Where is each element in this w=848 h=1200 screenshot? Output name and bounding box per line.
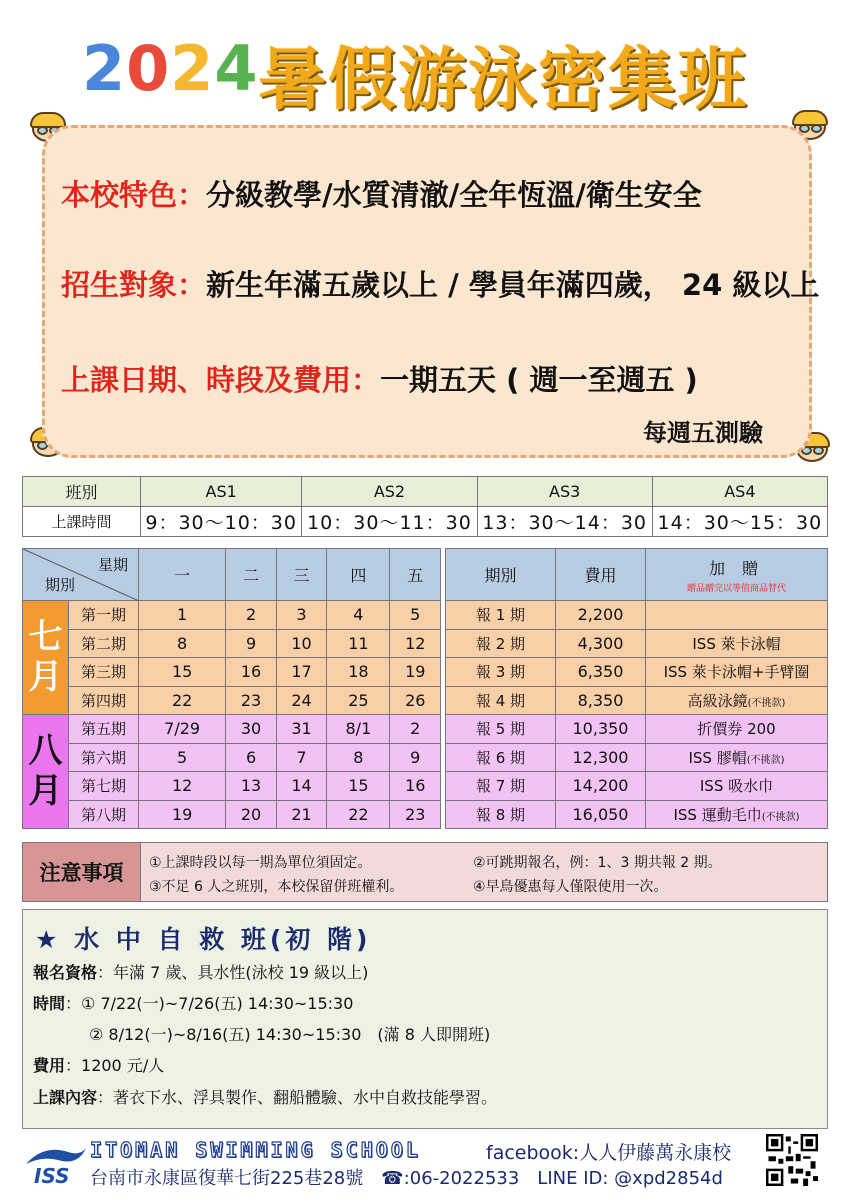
rescue-fee-value: ：1200 元/人 — [65, 1056, 165, 1075]
date-cell: 22 — [327, 800, 390, 829]
fee-period: 報 1 期 — [446, 601, 556, 630]
fee-row — [33, 1053, 164, 1076]
schedule-label: 上課日期、時段及費用： — [61, 363, 381, 397]
fee-amount: 8,350 — [556, 686, 646, 715]
content-row — [33, 1085, 497, 1108]
period-label: 第二期 — [69, 629, 139, 658]
date-cell: 16 — [226, 658, 276, 687]
period-label: 第七期 — [69, 772, 139, 801]
period-schedule-table — [22, 548, 441, 829]
time-label: 時間 — [33, 994, 66, 1013]
gift-cell — [646, 686, 828, 715]
schedule-line — [61, 358, 698, 399]
fee-period: 報 5 期 — [446, 715, 556, 744]
date-cell: 8 — [139, 629, 226, 658]
period-corner-label: 期別 — [45, 576, 76, 594]
date-cell: 5 — [390, 601, 441, 630]
fee-period: 報 7 期 — [446, 772, 556, 801]
weekday-header: 四 — [327, 549, 390, 601]
date-cell: 24 — [276, 686, 326, 715]
class-time: 9：30～10：30 — [141, 507, 302, 537]
fee-amount: 12,300 — [556, 743, 646, 772]
month-label-july: 七 月 — [23, 601, 69, 715]
date-cell: 3 — [276, 601, 326, 630]
gift-item: 高級泳鏡 — [687, 691, 748, 710]
date-cell: 20 — [226, 800, 276, 829]
date-cell: 21 — [276, 800, 326, 829]
school-info-box — [42, 125, 820, 458]
date-cell: 30 — [226, 715, 276, 744]
weekday-corner-label: 星期 — [97, 556, 128, 574]
date-cell: 31 — [276, 715, 326, 744]
fee-amount: 6,350 — [556, 658, 646, 687]
gift-header — [646, 549, 828, 601]
year-digit: 0 — [126, 32, 171, 105]
date-cell: 12 — [390, 629, 441, 658]
year-digit: 2 — [170, 32, 215, 105]
date-cell: 2 — [226, 601, 276, 630]
date-cell: 18 — [327, 658, 390, 687]
footer — [0, 1132, 848, 1200]
date-cell: 15 — [327, 772, 390, 801]
fee-period-header: 期別 — [446, 549, 556, 601]
period-label: 第六期 — [69, 743, 139, 772]
notes-box — [22, 842, 828, 902]
date-cell: 19 — [390, 658, 441, 687]
date-cell: 17 — [276, 658, 326, 687]
contact-info: 台南市永康區復華七街225巷28號 ☎:06-2022533 LINE ID: @xpd2854d — [90, 1168, 723, 1189]
gift-header-label: 加 贈 — [708, 558, 765, 578]
time-row-2 — [89, 1022, 490, 1045]
date-cell: 25 — [327, 686, 390, 715]
year-text — [82, 32, 259, 105]
date-cell: 5 — [139, 743, 226, 772]
qr-code-icon[interactable] — [766, 1134, 818, 1186]
date-cell: 9 — [226, 629, 276, 658]
class-name: AS2 — [302, 477, 477, 507]
fee-table — [445, 548, 828, 829]
fee-amount: 4,300 — [556, 629, 646, 658]
eligibility-label: 報名資格 — [33, 963, 98, 982]
fee-amount: 14,200 — [556, 772, 646, 801]
rescue-title: ★ 水 中 自 救 班(初 階) — [35, 925, 372, 954]
date-cell: 6 — [226, 743, 276, 772]
rescue-fee-label: 費用 — [33, 1056, 66, 1075]
gift-cell — [646, 601, 828, 630]
gift-item-note: (不挑款) — [761, 811, 800, 823]
gift-item-note: (不挑款) — [747, 697, 786, 709]
schedule-corner-header — [23, 549, 139, 601]
weekday-header: 五 — [390, 549, 441, 601]
year-digit: 2 — [82, 32, 127, 105]
period-label: 第八期 — [69, 800, 139, 829]
class-time: 13：30～14：30 — [477, 507, 652, 537]
date-cell: 12 — [139, 772, 226, 801]
target-label: 招生對象： — [61, 268, 207, 302]
fee-amount: 2,200 — [556, 601, 646, 630]
time-value-1: ：① 7/22(一)~7/26(五) 14:30~15:30 — [65, 994, 354, 1013]
date-cell: 8/1 — [327, 715, 390, 744]
fee-period: 報 8 期 — [446, 800, 556, 829]
date-cell: 4 — [327, 601, 390, 630]
logo-text: ISS — [34, 1164, 70, 1188]
weekday-header: 二 — [226, 549, 276, 601]
gift-item: ISS 萊卡泳帽+手臂圈 — [663, 663, 810, 682]
class-name: AS3 — [477, 477, 652, 507]
school-logo-icon — [24, 1142, 88, 1188]
fee-period: 報 4 期 — [446, 686, 556, 715]
note-item: ①上課時段以每一期為單位須固定。 — [149, 855, 372, 871]
gift-item-note: (不挑款) — [746, 754, 785, 766]
fee-header: 費用 — [556, 549, 646, 601]
period-label: 第四期 — [69, 686, 139, 715]
time-value-2: ② 8/12(一)~8/16(五) 14:30~15:30 (滿 8 人即開班) — [89, 1025, 491, 1044]
class-time-table — [22, 476, 828, 537]
date-cell: 19 — [139, 800, 226, 829]
date-cell: 7/29 — [139, 715, 226, 744]
year-digit: 4 — [214, 32, 259, 105]
feature-label: 本校特色： — [61, 178, 207, 212]
class-name: AS4 — [652, 477, 827, 507]
fee-period: 報 3 期 — [446, 658, 556, 687]
eligibility-row — [33, 960, 368, 983]
date-cell: 11 — [327, 629, 390, 658]
feature-value: 分級教學/水質清澈/全年恆溫/衛生安全 — [206, 178, 702, 212]
class-time: 10：30～11：30 — [302, 507, 477, 537]
date-cell: 26 — [390, 686, 441, 715]
gift-cell — [646, 800, 828, 829]
date-cell: 22 — [139, 686, 226, 715]
gift-item: ISS 吸水巾 — [699, 777, 774, 796]
gift-cell — [646, 629, 828, 658]
gift-cell — [646, 715, 828, 744]
period-label: 第一期 — [69, 601, 139, 630]
poster-title — [0, 18, 848, 118]
gift-item: ISS 膠帽 — [688, 748, 747, 767]
date-cell: 7 — [276, 743, 326, 772]
fee-amount: 16,050 — [556, 800, 646, 829]
target-value: 新生年滿五歲以上 / 學員年滿四歲， 24 級以上 — [206, 268, 820, 302]
notes-label: 注意事項 — [23, 843, 141, 901]
class-name: AS1 — [141, 477, 302, 507]
class-header-label: 班別 — [23, 477, 141, 507]
date-cell: 8 — [327, 743, 390, 772]
date-cell: 14 — [276, 772, 326, 801]
gift-item: ISS 萊卡泳帽 — [692, 634, 781, 653]
fee-amount: 10,350 — [556, 715, 646, 744]
school-name: ITOMAN SWIMMING SCHOOL — [90, 1138, 421, 1162]
date-cell: 13 — [226, 772, 276, 801]
feature-line — [61, 173, 702, 214]
date-cell: 10 — [276, 629, 326, 658]
gift-cell — [646, 743, 828, 772]
content-value: ：著衣下水、浮具製作、翻船體驗、水中自救技能學習。 — [97, 1088, 498, 1107]
date-cell: 16 — [390, 772, 441, 801]
schedule-value: 一期五天 ( 週一至週五 ) — [380, 363, 698, 397]
date-cell: 15 — [139, 658, 226, 687]
note-item: ③不足 6 人之班別，本校保留併班權利。 — [149, 879, 404, 895]
date-cell: 1 — [139, 601, 226, 630]
time-row — [33, 991, 353, 1014]
fee-period: 報 6 期 — [446, 743, 556, 772]
fee-period: 報 2 期 — [446, 629, 556, 658]
class-time: 14：30～15：30 — [652, 507, 827, 537]
target-line — [61, 263, 819, 304]
gift-note: 贈品贈完以等值商品替代 — [686, 583, 786, 594]
gift-cell — [646, 772, 828, 801]
period-label: 第五期 — [69, 715, 139, 744]
weekly-test-note: 每週五測驗 — [643, 419, 763, 447]
gift-item: 折價券 200 — [697, 720, 776, 739]
time-header-label: 上課時間 — [23, 507, 141, 537]
self-rescue-class-box — [22, 909, 828, 1129]
gift-cell — [646, 658, 828, 687]
note-item: ④早鳥優惠每人僅限使用一次。 — [473, 879, 668, 895]
period-label: 第三期 — [69, 658, 139, 687]
facebook-link[interactable]: facebook:人人伊藤萬永康校 — [486, 1142, 732, 1164]
date-cell: 23 — [226, 686, 276, 715]
date-cell: 23 — [390, 800, 441, 829]
date-cell: 2 — [390, 715, 441, 744]
main-title: 暑假游泳密集班 — [258, 41, 749, 120]
note-item: ②可跳期報名，例：1、3 期共報 2 期。 — [473, 855, 722, 871]
weekday-header: 三 — [276, 549, 326, 601]
date-cell: 9 — [390, 743, 441, 772]
weekday-header: 一 — [139, 549, 226, 601]
content-label: 上課內容 — [33, 1088, 98, 1107]
gift-item: ISS 運動毛巾 — [673, 805, 762, 824]
eligibility-value: ：年滿 7 歲、具水性(泳校 19 級以上) — [97, 963, 369, 982]
month-label-august: 八 月 — [23, 715, 69, 829]
